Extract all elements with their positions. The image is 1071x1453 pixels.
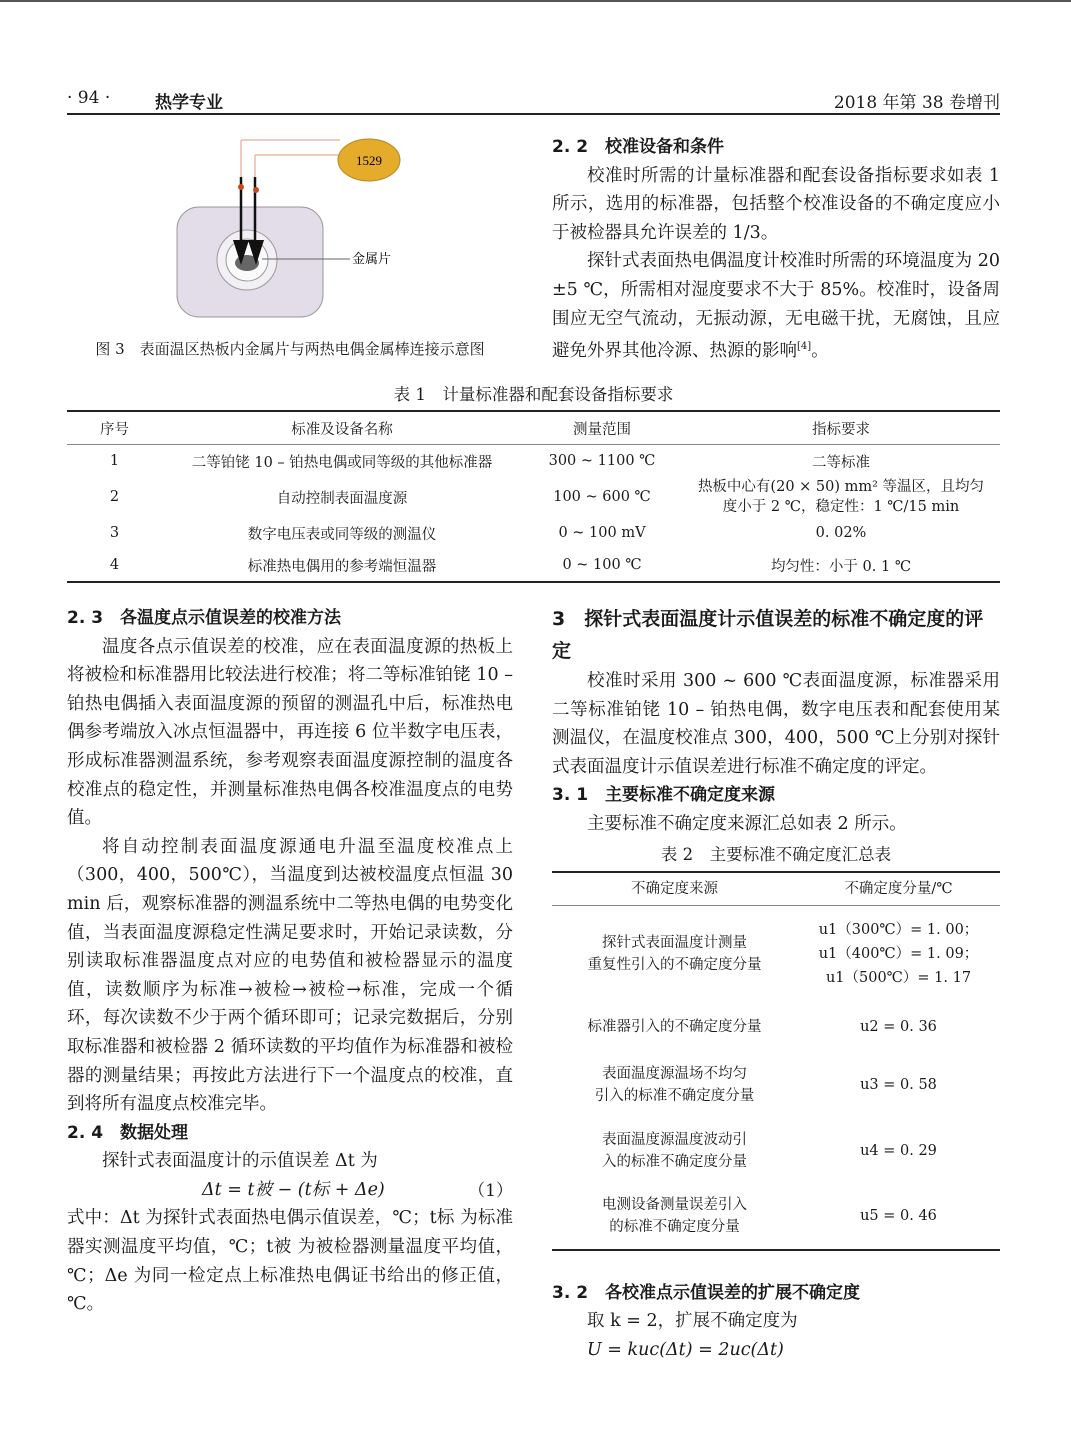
table-cell: 数字电压表或同等级的测温仪	[247, 526, 437, 543]
paragraph: 探针式表面温度计的示值误差 Δt 为	[102, 1151, 378, 1172]
equation-1: Δt = t被 − (t标 + Δe)	[202, 1179, 385, 1200]
table-1	[67, 410, 1000, 583]
header-rule	[67, 113, 1000, 115]
section-heading: 2. 2 校准设备和条件	[552, 137, 725, 157]
section-heading: 3. 2 各校准点示值误差的扩展不确定度	[552, 1282, 861, 1303]
header-cell: 测量范围	[573, 421, 631, 438]
header-cell: 标准及设备名称	[291, 421, 393, 438]
table-cell: 300 ~ 1100 ℃	[548, 453, 656, 469]
table-cell: 表面温度源温场不均匀 引入的标准不确定度分量	[594, 1065, 755, 1104]
table-row	[552, 1002, 1000, 1052]
paragraph: 探针式表面热电偶温度计校准时所需的环境温度为 20 ±5 ℃，所需相对湿度要求不大于 85%。校准时，设备周围应无空气流动，无振动源，无电磁干扰，无腐蚀，且应避免外界其他冷源、热源的影响[4]。	[552, 251, 1000, 361]
table-row	[67, 549, 1000, 582]
table-cell: 表面温度源温度波动引 入的标准不确定度分量	[602, 1131, 747, 1170]
table-cell: 100 ~ 600 ℃	[553, 489, 651, 505]
citation[interactable]: [4]	[797, 341, 812, 353]
header-cell: 指标要求	[812, 421, 870, 438]
table-cell: 1	[109, 453, 120, 469]
equation-number: （1）	[468, 1180, 513, 1201]
paragraph: 温度各点示值误差的校准，应在表面温度源的热板上将被检和标准器用比较法进行校准；将二等标准铂铑 10 – 铂热电偶插入表面温度源的预留的测温孔中后，标准热电偶参考端放入冰点恒温器中，再连接 6 位半数字电压表，形成标准器测温系统，参考观察表面温度源控制的温度各校准点的稳定性，并测量标准热电偶各校准温度点的电势值。	[67, 636, 513, 829]
table-row	[552, 1052, 1000, 1118]
table-cell: 标准热电偶用的参考端恒温器	[247, 558, 437, 575]
table-cell: u2 = 0. 36	[860, 1018, 937, 1035]
table-row	[552, 1118, 1000, 1184]
table-2-title: 表 2 主要标准不确定度汇总表	[660, 844, 892, 864]
equation-2: U = kuc(Δt) = 2uc(Δt)	[587, 1339, 784, 1360]
section-heading: 2. 4 数据处理	[67, 1122, 189, 1143]
paragraph: 校准时所需的计量标准器和配套设备指标要求如表 1 所示，选用的标准器，包括整个校准设备的不确定度应小于被检器具允许误差的 1/3。	[552, 165, 1000, 243]
header-cell: 不确定度分量/℃	[844, 880, 953, 897]
table-cell: 4	[109, 557, 120, 573]
header-cell: 序号	[100, 421, 129, 438]
table-row	[552, 906, 1000, 1002]
left-column	[67, 604, 513, 1319]
table-row	[67, 517, 1000, 549]
figure-3-diagram	[170, 135, 430, 325]
section-heading: 3. 1 主要标准不确定度来源	[552, 785, 776, 806]
table-row	[67, 445, 1000, 478]
table-cell: 探针式表面温度计测量 重复性引入的不确定度分量	[587, 934, 762, 973]
figure-3-caption: 图 3 表面温区热板内金属片与两热电偶金属棒连接示意图	[95, 340, 485, 358]
table-cell: 均匀性：小于 0. 1 ℃	[770, 558, 912, 575]
table-cell: 0 ~ 100 ℃	[562, 557, 642, 573]
section-heading: 3 探针式表面温度计示值误差的标准不确定度的评定	[552, 608, 984, 662]
page-number: · 94 ·	[67, 88, 111, 108]
right-column	[552, 603, 1000, 1364]
issue-info: 2018 年第 38 卷增刊	[833, 93, 1000, 113]
display-value: 1529	[356, 153, 382, 168]
table-cell: u3 = 0. 58	[860, 1076, 937, 1093]
table-cell: u4 = 0. 29	[860, 1142, 937, 1159]
table-cell: 标准器引入的不确定度分量	[587, 1018, 762, 1035]
table-cell: 2	[109, 489, 120, 505]
metal-sheet-label: 金属片	[352, 252, 392, 267]
section-heading: 2. 3 各温度点示值误差的校准方法	[67, 608, 342, 628]
table-cell: u1（300℃）= 1. 00； u1（400℃）= 1. 09； u1（500℃）= 1. 17	[818, 921, 979, 986]
journal-name: 热学专业	[155, 93, 223, 113]
paragraph: 取 k = 2，扩展不确定度为	[587, 1311, 798, 1332]
table-2	[552, 871, 1000, 1251]
section-2-2	[552, 133, 1000, 366]
paragraph: 将自动控制表面温度源通电升温至温度校准点上（300，400，500℃），当温度到达被校温度点恒温 30 min 后，观察标准器的测温系统中二等热电偶的电势变化值，当表面温度源稳定性满足要求时，开始记录读数，分别读取标准器温度点对应的电势值和被检器显示的温度值，读数顺序为标准→被检→被检→标准，完成一个循环，每次读数不少于两个循环即可；记录完数据后，分别取标准器和被检器 2 循环读数的平均值作为标准器和被检器的测量结果；再按此方法进行下一个温度点的校准，直到将所有温度点校准完毕。	[67, 836, 513, 1115]
table-cell: 二等标准	[812, 454, 870, 471]
table-cell: 自动控制表面温度源	[276, 490, 408, 507]
table-row	[552, 1184, 1000, 1250]
paragraph: 主要标准不确定度来源汇总如表 2 所示。	[587, 813, 907, 834]
table-1-title: 表 1 计量标准器和配套设备指标要求	[393, 385, 674, 404]
table-row	[67, 477, 1000, 517]
table-cell: 电测设备测量误差引入 的标准不确定度分量	[602, 1197, 747, 1236]
table-cell: 二等铂铑 10 – 铂热电偶或同等级的其他标准器	[191, 454, 493, 471]
header-cell: 不确定度来源	[631, 880, 718, 897]
paragraph: 校准时采用 300 ~ 600 ℃表面温度源，标准器采用二等标准铂铑 10 – 铂热电偶，数字电压表和配套使用某测温仪，在温度校准点 300，400，500 ℃上分别对探针式表面温度计示值误差进行标准不确定度的评定。	[552, 671, 1000, 777]
table-cell: 热板中心有(20 × 50) mm² 等温区，且均匀度小于 2 ℃，稳定性：1 ℃/15 min	[697, 479, 985, 515]
table-cell: 3	[109, 525, 120, 541]
paragraph: 式中：Δt 为探针式表面热电偶示值误差，℃；t标 为标准器实测温度平均值，℃；t被 为被检器测量温度平均值，℃；Δe 为同一检定点上标准热电偶证书给出的修正值，℃。	[67, 1208, 513, 1315]
table-cell: 0 ~ 100 mV	[558, 525, 646, 541]
table-cell: 0. 02%	[815, 525, 867, 541]
table-cell: u5 = 0. 46	[860, 1208, 937, 1225]
